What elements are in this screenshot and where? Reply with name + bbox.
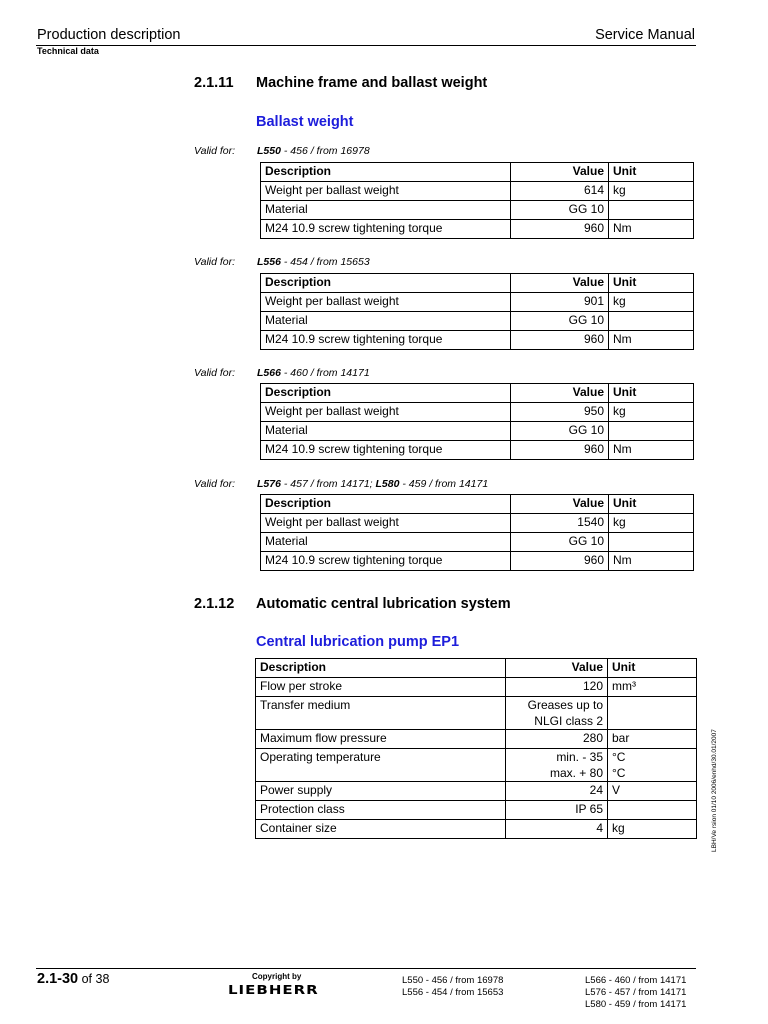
page-number-current: 2.1-30 xyxy=(37,971,79,987)
cell-unit: Nm xyxy=(609,331,694,350)
cell-unit xyxy=(609,533,694,552)
column-header-unit: Unit xyxy=(609,384,694,403)
cell-value: 960 xyxy=(511,441,609,460)
cell-value: 901 xyxy=(511,293,609,312)
valid-for-label: Valid for: xyxy=(194,478,236,490)
cell-value: 950 xyxy=(511,403,609,422)
footer-model-line: L576 - 457 / from 14171 xyxy=(585,987,687,998)
column-header-value: Value xyxy=(511,274,609,293)
column-header-description: Description xyxy=(261,163,511,182)
table-row xyxy=(256,749,697,782)
column-header-unit: Unit xyxy=(609,274,694,293)
table-header-row xyxy=(256,659,697,678)
cell-unit: Nm xyxy=(609,441,694,460)
footer-model-line: L580 - 459 / from 14171 xyxy=(585,999,687,1010)
model-serial: - 454 / from 15653 xyxy=(280,256,370,268)
table-row xyxy=(256,678,697,697)
table-header-row xyxy=(261,384,694,403)
column-header-unit: Unit xyxy=(609,495,694,514)
footer-models-right xyxy=(585,975,686,1011)
cell-value-line: NLGI class 2 xyxy=(534,714,603,728)
column-header-value: Value xyxy=(506,659,608,678)
model-serial: - 457 / from 14171; xyxy=(280,478,373,490)
section-title: Automatic central lubrication system xyxy=(256,596,511,612)
cell-value-line: Greases up to xyxy=(527,698,603,712)
liebherr-logo: LIEBHERR xyxy=(228,983,319,998)
column-header-description: Description xyxy=(261,274,511,293)
section-number: 2.1.11 xyxy=(194,75,234,91)
table-row xyxy=(261,182,694,201)
cell-description: Weight per ballast weight xyxy=(261,403,511,422)
cell-value: 960 xyxy=(511,552,609,571)
cell-description: M24 10.9 screw tightening torque xyxy=(261,220,511,239)
table-row xyxy=(261,552,694,571)
cell-unit: Nm xyxy=(609,220,694,239)
table-row xyxy=(256,730,697,749)
valid-for-line xyxy=(194,478,488,490)
side-version-note: LBH/Ve rsion 01/10 2006/enhd/30.01/2007 xyxy=(711,729,718,852)
ballast-table-l556 xyxy=(260,273,694,350)
cell-value: GG 10 xyxy=(511,422,609,441)
column-header-description: Description xyxy=(256,659,506,678)
valid-for-label: Valid for: xyxy=(194,367,236,379)
cell-unit xyxy=(609,312,694,331)
column-header-value: Value xyxy=(511,163,609,182)
model-serial-2: - 459 / from 14171 xyxy=(399,478,489,490)
table-row xyxy=(261,220,694,239)
cell-value: GG 10 xyxy=(511,201,609,220)
lubrication-pump-table xyxy=(255,658,697,839)
cell-description: M24 10.9 screw tightening torque xyxy=(261,441,511,460)
table-header-row xyxy=(261,495,694,514)
column-header-unit: Unit xyxy=(609,163,694,182)
table-row xyxy=(261,403,694,422)
table-header-row xyxy=(261,163,694,182)
table-row xyxy=(261,331,694,350)
cell-unit: kg xyxy=(609,293,694,312)
column-header-unit: Unit xyxy=(608,659,697,678)
header-divider xyxy=(36,45,696,46)
model-name: L550 xyxy=(257,145,281,157)
valid-for-label: Valid for: xyxy=(194,145,236,157)
cell-description: Weight per ballast weight xyxy=(261,293,511,312)
cell-description: Flow per stroke xyxy=(256,678,506,697)
model-serial: - 456 / from 16978 xyxy=(280,145,370,157)
cell-description: Transfer medium xyxy=(256,697,506,730)
cell-value: 280 xyxy=(506,730,608,749)
cell-description: M24 10.9 screw tightening torque xyxy=(261,331,511,350)
table-row xyxy=(261,422,694,441)
column-header-description: Description xyxy=(261,384,511,403)
cell-description: Weight per ballast weight xyxy=(261,514,511,533)
column-header-value: Value xyxy=(511,384,609,403)
cell-unit xyxy=(608,749,697,782)
cell-description: Material xyxy=(261,201,511,220)
header-left-title: Production description xyxy=(37,27,181,43)
cell-value-line: min. - 35 xyxy=(556,750,603,764)
cell-description: Material xyxy=(261,533,511,552)
cell-value xyxy=(506,749,608,782)
cell-value xyxy=(506,697,608,730)
cell-description: Container size xyxy=(256,820,506,839)
cell-description: Operating temperature xyxy=(256,749,506,782)
footer-model-line: L566 - 460 / from 14171 xyxy=(585,975,687,986)
table-row xyxy=(261,293,694,312)
cell-unit xyxy=(608,697,697,730)
model-serial: - 460 / from 14171 xyxy=(280,367,370,379)
cell-description: Weight per ballast weight xyxy=(261,182,511,201)
valid-for-line xyxy=(194,145,370,157)
cell-unit xyxy=(609,201,694,220)
table-row xyxy=(256,820,697,839)
cell-unit: bar xyxy=(608,730,697,749)
cell-unit: kg xyxy=(609,403,694,422)
table-row xyxy=(261,201,694,220)
cell-value-line: max. + 80 xyxy=(549,766,603,780)
cell-unit xyxy=(609,422,694,441)
model-name-2: L580 xyxy=(375,478,400,490)
cell-unit: kg xyxy=(609,182,694,201)
cell-value: 1540 xyxy=(511,514,609,533)
model-name: L576 xyxy=(257,478,281,490)
cell-unit-line: °C xyxy=(612,750,626,764)
cell-description: Material xyxy=(261,422,511,441)
table-row xyxy=(261,441,694,460)
cell-value: 24 xyxy=(506,782,608,801)
column-header-value: Value xyxy=(511,495,609,514)
cell-unit: kg xyxy=(609,514,694,533)
ballast-table-l550 xyxy=(260,162,694,239)
section-title: Machine frame and ballast weight xyxy=(256,75,488,91)
table-row xyxy=(261,533,694,552)
cell-unit xyxy=(608,801,697,820)
table-row xyxy=(261,312,694,331)
cell-value: 960 xyxy=(511,331,609,350)
cell-unit: mm³ xyxy=(608,678,697,697)
valid-for-label: Valid for: xyxy=(194,256,236,268)
copyright-label: Copyright by xyxy=(252,972,302,981)
footer-model-line: L550 - 456 / from 16978 xyxy=(402,975,504,986)
page-number xyxy=(37,971,109,987)
cell-description: Material xyxy=(261,312,511,331)
cell-value: 4 xyxy=(506,820,608,839)
cell-description: M24 10.9 screw tightening torque xyxy=(261,552,511,571)
model-name: L566 xyxy=(257,367,281,379)
footer-models-left xyxy=(402,975,503,999)
section-heading-machine-frame xyxy=(194,75,487,91)
header-subtitle: Technical data xyxy=(37,46,99,56)
cell-description: Power supply xyxy=(256,782,506,801)
cell-value: GG 10 xyxy=(511,533,609,552)
model-name: L556 xyxy=(257,256,281,268)
table-row xyxy=(256,697,697,730)
cell-value: 960 xyxy=(511,220,609,239)
ballast-table-l566 xyxy=(260,383,694,460)
footer-model-line: L556 - 454 / from 15653 xyxy=(402,987,504,998)
table-row xyxy=(261,514,694,533)
column-header-description: Description xyxy=(261,495,511,514)
cell-value: 120 xyxy=(506,678,608,697)
section-heading-lubrication xyxy=(194,596,511,612)
section-number: 2.1.12 xyxy=(194,596,235,612)
footer-divider xyxy=(36,968,696,969)
cell-description: Maximum flow pressure xyxy=(256,730,506,749)
cell-description: Protection class xyxy=(256,801,506,820)
cell-value: IP 65 xyxy=(506,801,608,820)
valid-for-line xyxy=(194,367,370,379)
table-header-row xyxy=(261,274,694,293)
subheading-ballast-weight: Ballast weight xyxy=(256,114,354,130)
cell-value: 614 xyxy=(511,182,609,201)
cell-unit-line: °C xyxy=(612,766,626,780)
cell-unit: kg xyxy=(608,820,697,839)
ballast-table-l576-l580 xyxy=(260,494,694,571)
page-number-total: of 38 xyxy=(78,972,110,986)
cell-unit: Nm xyxy=(609,552,694,571)
cell-value: GG 10 xyxy=(511,312,609,331)
header-right-title: Service Manual xyxy=(595,27,695,43)
table-row xyxy=(256,782,697,801)
table-row xyxy=(256,801,697,820)
valid-for-line xyxy=(194,256,370,268)
cell-unit: V xyxy=(608,782,697,801)
subheading-lubrication-pump: Central lubrication pump EP1 xyxy=(256,634,460,650)
